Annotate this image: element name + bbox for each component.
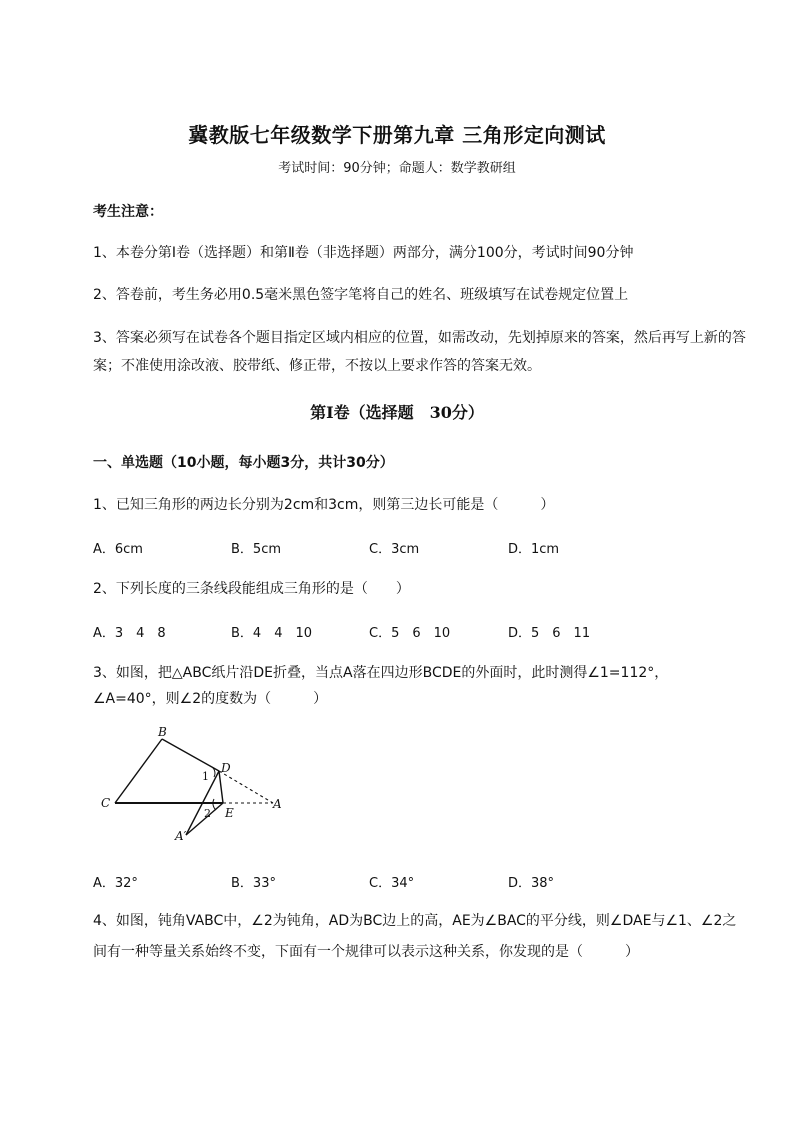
label-d: D xyxy=(221,761,231,775)
question-2-option-a: A．3 4 8 xyxy=(93,626,166,641)
label-a: A xyxy=(273,797,282,811)
question-1-option-c: C．3cm xyxy=(369,542,420,557)
question-3-text-line1: 3、如图，把△ABC纸片沿DE折叠，当点A落在四边形BCDE的外面时，此时测得∠1=112°， xyxy=(93,665,669,681)
question-1-option-a: A．6cm xyxy=(93,542,143,557)
notice-item-3: 3、答案必须写在试卷各个题目指定区域内相应的位置，如需改动，先划掉原来的答案，然后再写上新的答案；不准使用涂改液、胶带纸、修正带，不按以上要求作答的答案无效。 xyxy=(93,330,746,374)
label-angle-2: 2 xyxy=(204,807,211,820)
segment-bd xyxy=(162,739,219,771)
question-1-text: 1、已知三角形的两边长分别为2cm和3cm，则第三边长可能是（ ） xyxy=(93,497,555,513)
label-a-prime: A′ xyxy=(175,829,187,843)
label-angle-1: 1 xyxy=(202,770,209,783)
question-4-text: 4、如图，钝角VABC中，∠2为钝角，AD为BC边上的高，AE为∠BAC的平分线，则∠DAE与∠1、∠2之间有一种等量关系始终不变，下面有一个规律可以表示这种关系，你发现的是（ ） xyxy=(93,913,737,960)
segment-de xyxy=(219,771,223,803)
question-2-option-c: C．5 6 10 xyxy=(369,626,451,641)
label-c: C xyxy=(101,796,111,810)
angle-2-arc xyxy=(213,799,216,810)
question-1-option-b: B．5cm xyxy=(231,542,282,557)
label-e: E xyxy=(225,806,234,820)
segment-cb xyxy=(115,739,162,803)
notice-item-1: 1、本卷分第I卷（选择题）和第Ⅱ卷（非选择题）两部分，满分100分，考试时间90分钟 xyxy=(93,245,634,261)
question-3-text-line2: ∠A=40°，则∠2的度数为（ ） xyxy=(93,691,328,707)
dashed-da xyxy=(219,771,273,803)
question-3-figure xyxy=(95,725,295,850)
question-3-option-c: C．34° xyxy=(369,876,415,891)
notice-item-2: 2、答卷前，考生务必用0.5毫米黑色签字笔将自己的姓名、班级填写在试卷规定位置上 xyxy=(93,287,629,303)
question-2-option-b: B．4 4 10 xyxy=(231,626,313,641)
question-1-option-d: D．1cm xyxy=(508,542,560,557)
question-2-text: 2、下列长度的三条线段能组成三角形的是（ ） xyxy=(93,581,410,597)
question-3-option-a: A．32° xyxy=(93,876,138,891)
part-heading: 一、单选题（10小题，每小题3分，共计30分） xyxy=(93,455,394,471)
page-title: 冀教版七年级数学下册第九章 三角形定向测试 xyxy=(188,123,606,147)
question-3-option-d: D．38° xyxy=(508,876,555,891)
question-2-option-d: D．5 6 11 xyxy=(508,626,591,641)
page-subtitle: 考试时间：90分钟；命题人：数学教研组 xyxy=(278,161,516,176)
question-3-option-b: B．33° xyxy=(231,876,276,891)
label-b: B xyxy=(158,725,167,739)
section-title: 第I卷（选择题 30分） xyxy=(310,403,484,422)
notice-heading: 考生注意： xyxy=(93,204,163,220)
